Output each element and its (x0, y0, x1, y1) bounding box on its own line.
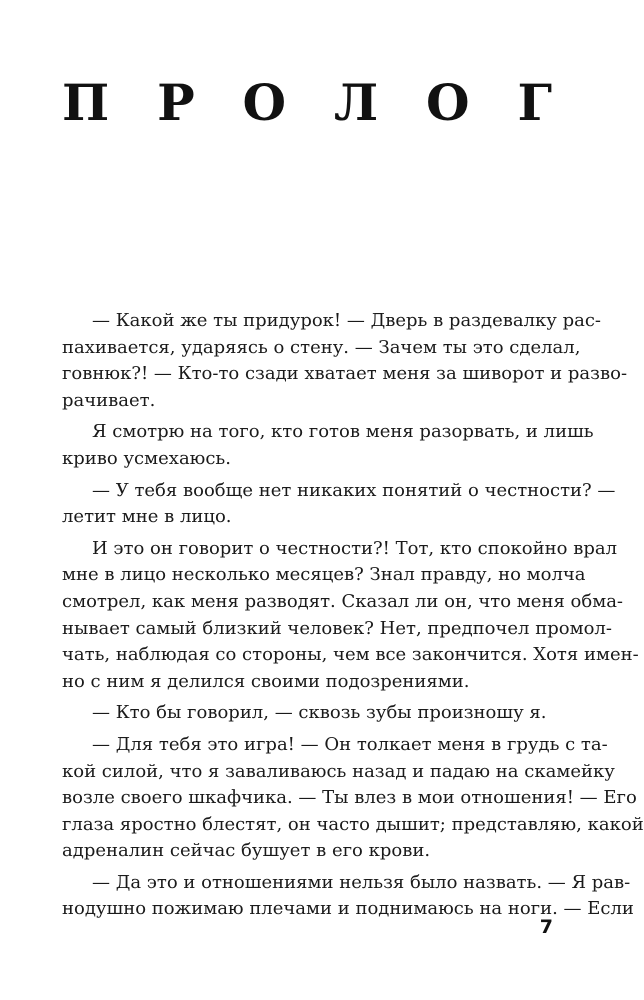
text-line: чать, наблюдая со стороны, чем все закончится. Хотя имен- (62, 644, 639, 666)
text-line: нывает самый близкий человек? Нет, предпочел промол- (62, 617, 612, 639)
text-line: — Кто бы говорил, — сквозь зубы произношу я. (92, 702, 547, 724)
text-line: — Какой же ты придурок! — Дверь в раздевалку рас- (92, 310, 602, 331)
chapter-title (62, 73, 552, 132)
body-text (62, 308, 644, 923)
text-line: — Да это и отношениями нельзя было назвать. — Я рав- (92, 871, 631, 893)
text-line: — У тебя вообще нет никаких понятий о честности? — (92, 479, 616, 501)
chapter-title-letter: О (426, 73, 470, 132)
page-number: 7 (539, 916, 553, 938)
text-line: кой силой, что я заваливаюсь назад и падаю на скамейку (62, 760, 615, 782)
text-line: возле своего шкафчика. — Ты влез в мои отношения! — Его (62, 787, 637, 809)
text-line: смотрел, как меня разводят. Сказал ли он, что меня обма- (62, 590, 624, 612)
text-line: адреналин сейчас бушует в его крови. (62, 840, 431, 862)
text-line: мне в лицо несколько месяцев? Знал правду, но молча (62, 564, 586, 586)
chapter-title-letter: Л (333, 73, 379, 132)
text-line: И это он говорит о честности?! Тот, кто спокойно врал (92, 537, 618, 559)
text-line: Я смотрю на того, кто готов меня разорвать, и лишь (92, 421, 594, 443)
text-line: летит мне в лицо. (62, 506, 232, 528)
paragraph (62, 478, 616, 531)
text-line: но с ним я делился своими подозрениями. (62, 670, 470, 692)
paragraph (62, 732, 644, 865)
paragraph (62, 870, 634, 923)
paragraph (62, 308, 628, 414)
chapter-title-letter: О (242, 73, 287, 132)
text-line: пахивается, ударяясь о стену. — Зачем ты это сделал, (62, 336, 581, 358)
chapter-title-letter: Г (517, 73, 552, 132)
chapter-title-letter: П (62, 73, 110, 132)
paragraph (62, 700, 556, 727)
text-line: — Для тебя это игра! — Он толкает меня в грудь с та- (92, 733, 608, 755)
text-line: криво усмехаюсь. (62, 447, 231, 469)
text-line: говнюк?! — Кто-то сзади хватает меня за шиворот и разво- (62, 363, 628, 385)
chapter-title-letter: Р (157, 73, 195, 132)
text-line: рачивает. (62, 389, 156, 411)
text-line: глаза яростно блестят, он часто дышит; представляю, какой (62, 813, 644, 835)
text-line: нодушно пожимаю плечами и поднимаюсь на ноги. — Если (62, 898, 634, 920)
paragraph (62, 419, 594, 472)
paragraph (62, 536, 639, 696)
